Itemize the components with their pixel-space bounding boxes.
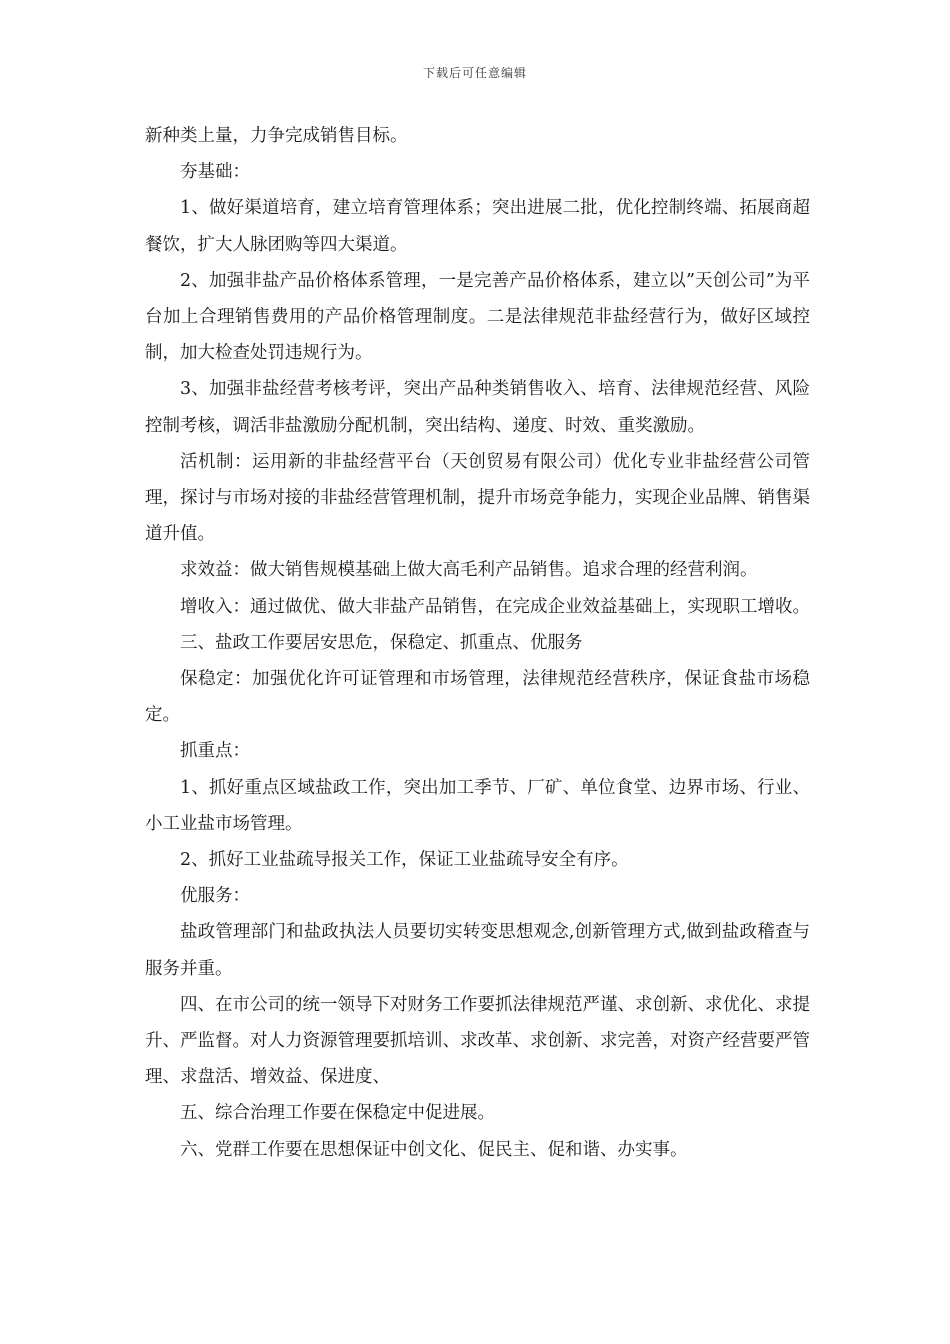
document-body: [145, 118, 810, 1168]
paragraph: 活机制：运用新的非盐经营平台（天创贸易有限公司）优化专业非盐经营公司管理，探讨与市场对接的非盐经营管理机制，提升市场竞争能力，实现企业品牌、销售渠道升值。: [145, 451, 810, 545]
paragraph: 1、做好渠道培育，建立培育管理体系；突出进展二批，优化控制终端、拓展商超餐饮，扩大人脉团购等四大渠道。: [145, 198, 810, 255]
paragraph: 增收入：通过做优、做大非盐产品销售，在完成企业效益基础上，实现职工增收。: [180, 596, 810, 617]
paragraph: 1、抓好重点区域盐政工作，突出加工季节、厂矿、单位食堂、边界市场、行业、小工业盐市场管理。: [145, 777, 810, 834]
section-heading: 三、盐政工作要居安思危，保稳定、抓重点、优服务: [180, 632, 583, 653]
paragraph: 2、加强非盐产品价格体系管理，一是完善产品价格体系，建立以”天创公司”为平台加上合理销售费用的产品价格管理制度。二是法律规范非盐经营行为，做好区域控制，加大检查处罚违规行为。: [145, 270, 810, 364]
paragraph: 3、加强非盐经营考核考评，突出产品种类销售收入、培育、法律规范经营、风险控制考核，调活非盐激励分配机制，突出结构、递度、时效、重奖激励。: [145, 379, 810, 436]
paragraph: 抓重点：: [180, 741, 250, 762]
paragraph: 优服务：: [180, 886, 250, 907]
paragraph: 保稳定：加强优化许可证管理和市场管理，法律规范经营秩序，保证食盐市场稳定。: [145, 669, 810, 726]
page-header: 下载后可任意编辑: [422, 66, 527, 80]
paragraph: 2、抓好工业盐疏导报关工作，保证工业盐疏导安全有序。: [180, 850, 629, 871]
paragraph: 求效益：做大销售规模基础上做大高毛利产品销售。追求合理的经营利润。: [180, 560, 758, 581]
paragraph: 新种类上量，力争完成销售目标。: [145, 126, 408, 146]
section-heading: 四、在市公司的统一领导下对财务工作要抓法律规范严谨、求创新、求优化、求提升、严监督。对人力资源管理要抓培训、求改革、求创新、求完善，对资产经营要严管理、求盘活、增效益、保进度、: [145, 994, 810, 1088]
section-heading: 五、综合治理工作要在保稳定中促进展。: [180, 1103, 495, 1124]
paragraph: 夯基础：: [180, 162, 250, 183]
section-heading: 六、党群工作要在思想保证中创文化、促民主、促和谐、办实事。: [180, 1139, 688, 1160]
paragraph: 盐政管理部门和盐政执法人员要切实转变思想观念,创新管理方式,做到盐政稽查与服务并重。: [145, 922, 810, 979]
